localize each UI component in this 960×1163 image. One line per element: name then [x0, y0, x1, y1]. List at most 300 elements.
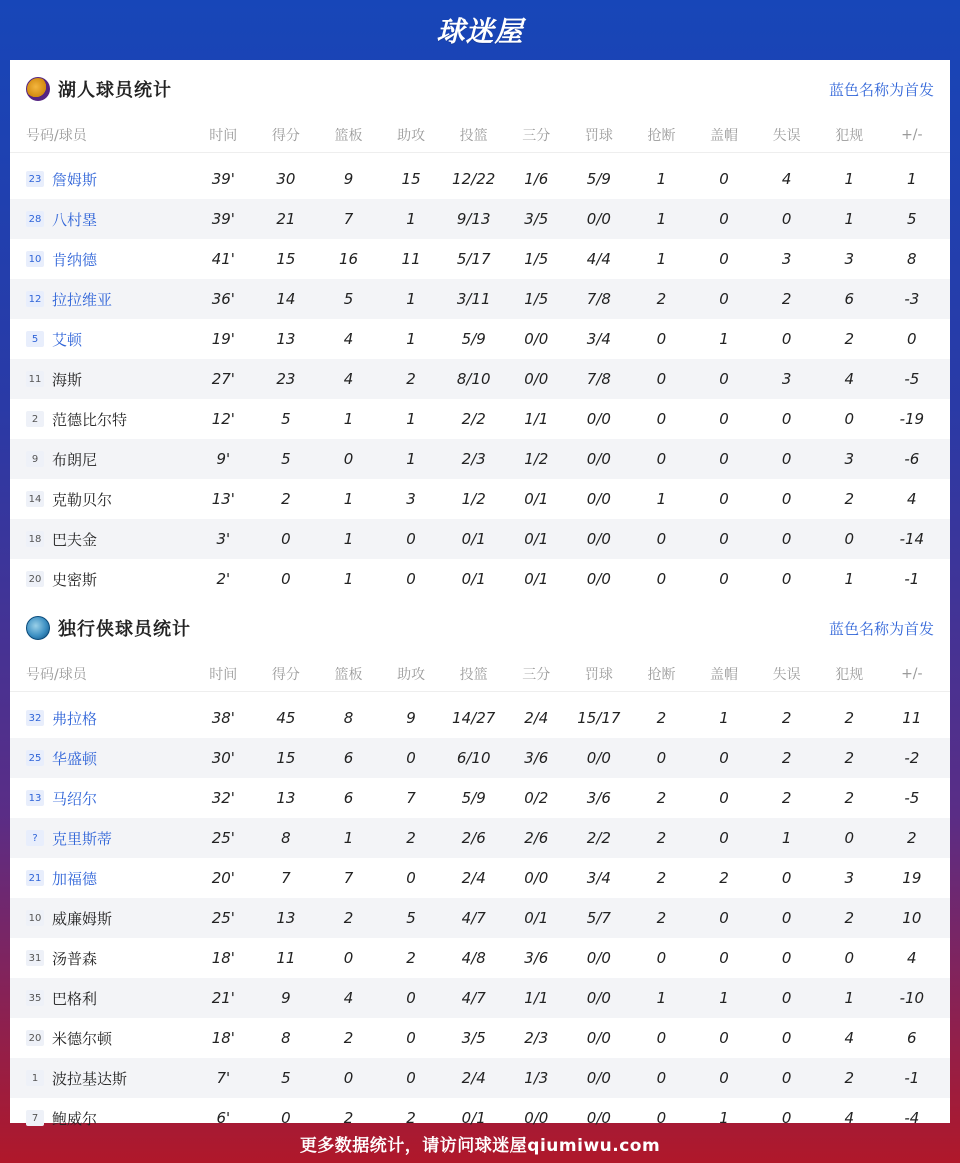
stat-cell: 0: [406, 1029, 416, 1047]
player-name: 米德尔顿: [52, 1029, 113, 1048]
stat-cell: 0: [719, 530, 729, 548]
player-name[interactable]: 马绍尔: [52, 789, 98, 808]
stat-cell: 45: [276, 709, 296, 727]
stat-cell: 1: [844, 570, 854, 588]
team-section: [10, 60, 950, 599]
stat-cell: 0: [781, 530, 792, 548]
stat-cell: 0/0: [586, 989, 611, 1007]
stat-cell: 8: [281, 1029, 291, 1047]
stat-cell: 1/5: [524, 290, 549, 308]
column-header: 三分: [522, 128, 551, 144]
stat-cell: 0: [719, 949, 729, 967]
stat-cell: 11: [276, 949, 296, 967]
stat-cell: 4: [907, 490, 917, 508]
stat-cell: 18': [211, 1029, 235, 1047]
player-name[interactable]: 詹姆斯: [52, 170, 98, 189]
jersey-number: 11: [26, 371, 44, 387]
stat-cell: 0: [406, 869, 416, 887]
stat-cell: 18': [211, 949, 235, 967]
stat-cell: 4: [844, 1109, 854, 1127]
footer-text: 更多数据统计，请访问球迷屋qiumiwu.com: [299, 1135, 661, 1156]
stat-cell: 5: [281, 1069, 291, 1087]
player-row: [10, 399, 950, 439]
section-header: [10, 60, 950, 118]
player-cell: [10, 1028, 192, 1049]
jersey-number: ?: [26, 830, 44, 846]
stat-cell: 1: [656, 170, 667, 188]
stat-cell: 0: [844, 410, 854, 428]
stat-cell: 4/7: [461, 909, 486, 927]
stat-cell: 0: [781, 330, 792, 348]
stat-cell: 6/10: [456, 749, 491, 767]
stat-cell: 0: [781, 1029, 792, 1047]
stat-cell: 3/5: [524, 210, 549, 228]
jersey-number: 32: [26, 710, 44, 726]
stat-cell: 0/1: [524, 530, 549, 548]
stat-cell: 15: [401, 170, 421, 188]
stat-cell: 1: [406, 290, 416, 308]
stat-cell: 0: [656, 749, 667, 767]
stat-cell: 4: [343, 989, 354, 1007]
player-name[interactable]: 拉拉维亚: [52, 290, 113, 309]
player-cell: [10, 788, 192, 809]
stat-cell: 2: [406, 1109, 416, 1127]
jersey-number: 10: [26, 910, 44, 926]
stat-cell: 4: [844, 370, 854, 388]
player-row: [10, 1018, 950, 1058]
player-row: [10, 778, 950, 818]
player-cell: [10, 569, 192, 590]
lakers-logo-icon: [26, 77, 50, 101]
stat-cell: 0: [719, 210, 729, 228]
player-row: [10, 359, 950, 399]
jersey-number: 18: [26, 531, 44, 547]
player-cell: [10, 169, 192, 190]
stat-cell: 0/1: [524, 570, 549, 588]
column-header: 犯规: [835, 667, 864, 683]
column-header: 投篮: [459, 128, 488, 144]
stat-cell: 0: [719, 570, 729, 588]
column-header-row: [10, 118, 950, 153]
stat-cell: 0: [656, 570, 667, 588]
stat-cell: 13': [211, 490, 235, 508]
stat-cell: 0: [406, 1069, 416, 1087]
stat-cell: 0/0: [586, 410, 611, 428]
column-header: 失误: [772, 667, 801, 683]
stat-cell: 2/3: [524, 1029, 549, 1047]
player-name[interactable]: 弗拉格: [52, 709, 98, 728]
player-cell: [10, 209, 192, 230]
jersey-number: 12: [26, 291, 44, 307]
jersey-number: 9: [26, 451, 44, 467]
section-title-group: [26, 76, 172, 102]
stat-cell: 0: [781, 949, 792, 967]
stat-cell: 3/4: [586, 330, 611, 348]
stat-cell: 0: [781, 869, 792, 887]
stat-cell: -6: [904, 450, 920, 468]
player-row: [10, 319, 950, 359]
player-name: 汤普森: [52, 949, 98, 968]
stat-cell: 0: [343, 949, 354, 967]
jersey-number: 25: [26, 750, 44, 766]
column-header: 得分: [271, 667, 300, 683]
jersey-number: 31: [26, 950, 44, 966]
stat-cell: 0: [719, 410, 729, 428]
stat-cell: 5: [281, 410, 291, 428]
player-name[interactable]: 艾顿: [52, 330, 83, 349]
stat-cell: 2: [281, 490, 291, 508]
stat-cell: 0: [719, 1069, 729, 1087]
stat-cell: 5: [343, 290, 354, 308]
stat-cell: 6: [844, 290, 854, 308]
stat-cell: 1: [656, 250, 667, 268]
stat-cell: 1: [406, 210, 416, 228]
stat-cell: 0: [781, 909, 792, 927]
stat-cell: 2: [844, 490, 854, 508]
stat-cell: 2': [216, 570, 231, 588]
player-cell: [10, 708, 192, 729]
stat-cell: 0/0: [586, 1109, 611, 1127]
stat-cell: 8: [281, 829, 291, 847]
stat-cell: 2: [844, 330, 854, 348]
jersey-number: 2: [26, 411, 44, 427]
stat-cell: 2: [656, 829, 667, 847]
stat-cell: 1: [406, 330, 416, 348]
stat-cell: 19: [902, 869, 922, 887]
stat-cell: -4: [904, 1109, 920, 1127]
stat-cell: 39': [211, 170, 235, 188]
player-row: [10, 898, 950, 938]
stat-cell: 4: [343, 330, 354, 348]
player-name: 范德比尔特: [52, 410, 128, 429]
stat-cell: 0: [907, 330, 917, 348]
stat-cell: 2: [343, 1109, 354, 1127]
stat-cell: 4/4: [586, 250, 611, 268]
stat-cell: 2/2: [586, 829, 611, 847]
stat-cell: 0/0: [586, 570, 611, 588]
stat-cell: 0: [719, 909, 729, 927]
stat-cell: 0/1: [524, 490, 549, 508]
stat-cell: 39': [211, 210, 235, 228]
stat-cell: 3': [216, 530, 231, 548]
stat-cell: 2/2: [461, 410, 486, 428]
stat-cell: 0: [656, 450, 667, 468]
stat-cell: 0: [406, 989, 416, 1007]
stat-cell: 1/6: [524, 170, 549, 188]
stat-cell: 3/6: [524, 949, 549, 967]
stat-cell: 13: [276, 330, 296, 348]
jersey-number: 13: [26, 790, 44, 806]
stat-cell: 2: [844, 909, 854, 927]
stat-cell: 1: [719, 709, 729, 727]
stat-cell: -2: [904, 749, 920, 767]
section-title: 独行侠球员统计: [58, 619, 191, 640]
player-row: [10, 738, 950, 778]
footer-banner: [0, 1123, 960, 1163]
stat-cell: 2/6: [524, 829, 549, 847]
stat-cell: 11: [401, 250, 421, 268]
stat-cell: 0: [343, 450, 354, 468]
stat-cell: 0: [781, 490, 792, 508]
stat-cell: 12': [211, 410, 235, 428]
stat-cell: 0: [719, 450, 729, 468]
stat-cell: 0/1: [461, 1109, 486, 1127]
stat-cell: 25': [211, 829, 235, 847]
stat-cell: 0/2: [524, 789, 549, 807]
column-header: 失误: [772, 128, 801, 144]
stat-cell: 0: [844, 829, 854, 847]
column-header: 抢断: [647, 128, 676, 144]
stat-cell: 4/8: [461, 949, 486, 967]
stat-cell: 1/5: [524, 250, 549, 268]
stat-cell: 9: [343, 170, 354, 188]
stat-cell: 27': [211, 370, 235, 388]
player-row: [10, 818, 950, 858]
stat-cell: 0: [656, 949, 667, 967]
stat-cell: 14/27: [452, 709, 496, 727]
stat-cell: 0/0: [586, 1069, 611, 1087]
stat-cell: 2/6: [461, 829, 486, 847]
stat-cell: 0: [656, 530, 667, 548]
stat-cell: 0/0: [586, 530, 611, 548]
player-name[interactable]: 加福德: [52, 869, 98, 888]
stat-cell: 0/0: [524, 330, 549, 348]
jersey-number: 14: [26, 491, 44, 507]
column-header-row: [10, 657, 950, 692]
stat-cell: 0: [781, 1069, 792, 1087]
stat-cell: -5: [904, 789, 920, 807]
brand-logo: 球迷屋: [436, 15, 524, 48]
player-row: [10, 1058, 950, 1098]
column-header: 盖帽: [710, 128, 739, 144]
stat-cell: 2: [406, 370, 416, 388]
stat-cell: 15/17: [577, 709, 621, 727]
stat-cell: 2: [656, 709, 667, 727]
stat-cell: 2: [844, 709, 854, 727]
column-header: 罚球: [584, 667, 613, 683]
stat-cell: 0: [656, 370, 667, 388]
stat-cell: 0: [656, 1069, 667, 1087]
player-name: 波拉基达斯: [52, 1069, 128, 1088]
stat-cell: 1: [343, 410, 354, 428]
column-header: 盖帽: [710, 667, 739, 683]
stat-cell: 4/7: [461, 989, 486, 1007]
stat-cell: 2/4: [524, 709, 549, 727]
player-name: 海斯: [52, 370, 83, 389]
jersey-number: 20: [26, 571, 44, 587]
stat-cell: 0: [719, 749, 729, 767]
stat-cell: 2: [719, 869, 729, 887]
stat-cell: 6: [907, 1029, 917, 1047]
stat-cell: 2: [406, 949, 416, 967]
stat-cell: 2/3: [461, 450, 486, 468]
stat-cell: 41': [211, 250, 235, 268]
stat-cell: 5/17: [456, 250, 491, 268]
stat-cell: 0/0: [586, 450, 611, 468]
stat-cell: 1/3: [524, 1069, 549, 1087]
stat-cell: 0: [781, 1109, 792, 1127]
section-title: 湖人球员统计: [58, 80, 172, 101]
stat-cell: 3: [844, 250, 854, 268]
player-row: [10, 858, 950, 898]
stat-cell: 0: [719, 290, 729, 308]
jersey-number: 1: [26, 1070, 44, 1086]
stat-cell: 5/9: [461, 330, 486, 348]
player-cell: [10, 449, 192, 470]
stat-cell: 7: [281, 869, 291, 887]
stat-cell: 2: [781, 789, 792, 807]
stat-cell: 0: [781, 410, 792, 428]
column-header: 投篮: [459, 667, 488, 683]
jersey-number: 20: [26, 1030, 44, 1046]
player-row: [10, 159, 950, 199]
mavericks-logo-icon: [26, 616, 50, 640]
player-row: [10, 439, 950, 479]
stat-cell: 2: [907, 829, 917, 847]
stat-cell: 3/6: [586, 789, 611, 807]
section-title-group: [26, 615, 191, 641]
player-name[interactable]: 华盛顿: [52, 749, 98, 768]
stat-cell: 4: [781, 170, 792, 188]
stat-cell: 1: [343, 490, 354, 508]
column-header: +/-: [901, 666, 923, 682]
stat-cell: 3/4: [586, 869, 611, 887]
stat-cell: 0/0: [586, 1029, 611, 1047]
player-name: 史密斯: [52, 570, 98, 589]
section-header: [10, 599, 950, 657]
column-header: 号码/球员: [26, 667, 87, 683]
stat-cell: 0/0: [524, 370, 549, 388]
stat-cell: 38': [211, 709, 235, 727]
player-name: 克勒贝尔: [52, 490, 113, 509]
player-name: 威廉姆斯: [52, 909, 113, 928]
stat-cell: 5/9: [586, 170, 611, 188]
player-row: [10, 559, 950, 599]
column-header: 时间: [209, 667, 238, 683]
player-cell: [10, 409, 192, 430]
stat-cell: 1: [656, 210, 667, 228]
stat-cell: 0/0: [524, 1109, 549, 1127]
stat-cell: 2: [844, 749, 854, 767]
stat-cell: 2: [656, 789, 667, 807]
stat-cell: -5: [904, 370, 920, 388]
stat-cell: 1: [656, 490, 667, 508]
stat-cell: 32': [211, 789, 235, 807]
stat-cell: 2: [406, 829, 416, 847]
stat-cell: 0: [406, 530, 416, 548]
stat-cell: 9: [406, 709, 416, 727]
stat-cell: 21: [276, 210, 296, 228]
player-name[interactable]: 肯纳德: [52, 250, 98, 269]
stat-cell: 0/1: [524, 909, 549, 927]
player-cell: [10, 329, 192, 350]
stat-cell: 13: [276, 789, 296, 807]
player-name[interactable]: 克里斯蒂: [52, 829, 113, 848]
player-row: [10, 978, 950, 1018]
stat-cell: 0: [719, 370, 729, 388]
stat-cell: 15: [276, 749, 296, 767]
stat-cell: 1: [343, 829, 354, 847]
stat-cell: 8: [907, 250, 917, 268]
stat-cell: 15: [276, 250, 296, 268]
player-cell: [10, 988, 192, 1009]
stat-cell: 8: [343, 709, 354, 727]
column-header: +/-: [901, 127, 923, 143]
stat-cell: 2: [781, 709, 792, 727]
stat-cell: 0: [781, 570, 792, 588]
stat-cell: -10: [899, 989, 925, 1007]
stat-cell: 0: [719, 829, 729, 847]
stat-cell: 3: [844, 869, 854, 887]
stat-cell: -14: [899, 530, 925, 548]
stat-cell: 2: [781, 290, 792, 308]
stat-cell: 20': [211, 869, 235, 887]
stat-cell: 2: [781, 749, 792, 767]
stat-cell: 21': [211, 989, 235, 1007]
stat-cell: 0: [719, 250, 729, 268]
player-cell: [10, 369, 192, 390]
stat-cell: 0: [656, 1029, 667, 1047]
jersey-number: 7: [26, 1110, 44, 1126]
stat-cell: 0: [281, 570, 291, 588]
player-cell: [10, 868, 192, 889]
player-row: [10, 938, 950, 978]
stat-cell: 5/9: [461, 789, 486, 807]
stat-cell: 36': [211, 290, 235, 308]
column-header: 犯规: [835, 128, 864, 144]
stat-cell: 0: [781, 210, 792, 228]
player-name[interactable]: 八村塁: [52, 210, 98, 229]
stat-cell: 2: [343, 909, 354, 927]
stat-cell: 3: [781, 370, 792, 388]
stats-card: [10, 60, 950, 1128]
stat-cell: 0: [844, 530, 854, 548]
stat-cell: 2: [656, 869, 667, 887]
jersey-number: 28: [26, 211, 44, 227]
stat-cell: 2: [844, 1069, 854, 1087]
stat-cell: 7/8: [586, 370, 611, 388]
stat-cell: 14: [276, 290, 296, 308]
stat-cell: 1: [907, 170, 917, 188]
stat-cell: 4: [343, 370, 354, 388]
player-cell: [10, 948, 192, 969]
stat-cell: 10: [902, 909, 922, 927]
player-cell: [10, 1068, 192, 1089]
jersey-number: 23: [26, 171, 44, 187]
player-cell: [10, 489, 192, 510]
column-header: 助攻: [397, 667, 426, 683]
stat-cell: 3: [781, 250, 792, 268]
stat-cell: 7: [406, 789, 416, 807]
stat-cell: 0/0: [586, 490, 611, 508]
starter-legend: 蓝色名称为首发: [828, 80, 934, 99]
player-name: 鲍威尔: [52, 1109, 98, 1128]
stat-cell: 0: [281, 530, 291, 548]
stat-cell: 9: [281, 989, 291, 1007]
stat-cell: 13: [276, 909, 296, 927]
player-cell: [10, 289, 192, 310]
stat-cell: 1: [844, 170, 854, 188]
stat-cell: 0/0: [524, 869, 549, 887]
stat-cell: 8/10: [456, 370, 491, 388]
stat-cell: 3/6: [524, 749, 549, 767]
stat-cell: 1/1: [524, 410, 549, 428]
player-row: [10, 479, 950, 519]
player-cell: [10, 529, 192, 550]
column-header: 得分: [271, 128, 300, 144]
top-banner: [0, 0, 960, 60]
player-row: [10, 519, 950, 559]
